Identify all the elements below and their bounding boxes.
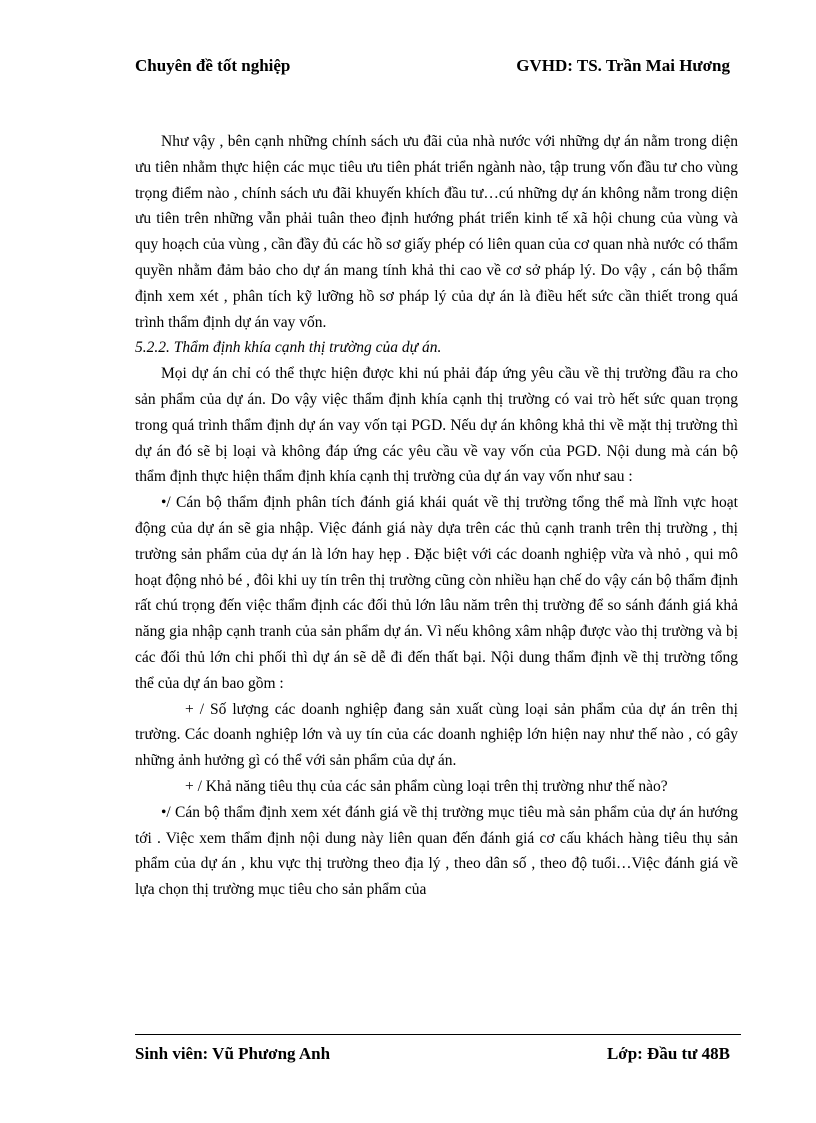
footer-divider bbox=[135, 1034, 741, 1035]
page-footer bbox=[135, 1044, 730, 1064]
bullet-paragraph: •/ Cán bộ thẩm định xem xét đánh giá về thị trường mục tiêu mà sản phẩm của dự án hướng tới . Việc xem thẩm định nội dung này liên quan đến đánh giá cơ cấu khách hàng tiêu thụ sản phẩm của dự án , khu vực thị trường theo địa lý , theo dân số , theo độ tuổi…Việc đánh giá về lựa chọn thị trường mục tiêu cho sản phẩm của bbox=[135, 803, 738, 899]
paragraph: Mọi dự án chỉ có thể thực hiện được khi nú phải đáp ứng yêu cầu về thị trường đầu ra cho sản phẩm của dự án. Do vậy việc thẩm định khía cạnh thị trường có vai trò hết sức quan trọng trong quá trình thẩm định dự án vay vốn tại PGD. Nếu dự án không khả thi về mặt thị trường thì dự án đó sẽ bị loại và không đáp ứng các yêu cầu về vay vốn của PGD. Nội dung mà cán bộ thẩm định thực hiện thẩm định khía cạnh thị trường của dự án vay vốn như sau : bbox=[135, 365, 738, 486]
paragraph: Như vậy , bên cạnh những chính sách ưu đãi của nhà nước với những dự án nằm trong diện ưu tiên nhằm thực hiện các mục tiêu ưu tiên phát triển ngành nào, tập trung vốn đầu tư cho vùng trọng điểm nào , chính sách ưu đãi khuyến khích đầu tư…cú những dự án không nằm trong diện ưu tiên trên những vẫn phải tuân theo định hướng phát triển kinh tế xã hội chung của vùng và quy hoạch của vùng , cần đầy đủ các hồ sơ giấy phép có liên quan của cơ quan nhà nước có thẩm quyền nhằm đảm bảo cho dự án mang tính khả thi cao về cơ sở pháp lý. Do vậy , cán bộ thẩm định xem xét , phân tích kỹ lưỡng hồ sơ pháp lý của dự án là điều hết sức cần thiết trong quá trình thẩm định dự án vay vốn. bbox=[135, 133, 738, 331]
footer-class: Lớp: Đầu tư 48B bbox=[606, 1044, 730, 1063]
header-advisor: GVHD: TS. Trần Mai Hương bbox=[516, 56, 730, 75]
page-header bbox=[135, 56, 730, 76]
section-heading: 5.2.2. Thẩm định khía cạnh thị trường của dự án. bbox=[135, 339, 442, 357]
document-body bbox=[135, 129, 738, 903]
header-title: Chuyên đề tốt nghiệp bbox=[135, 56, 291, 75]
sub-item-paragraph: + / Khả năng tiêu thụ của các sản phẩm cùng loại trên thị trường như thế nào? bbox=[185, 777, 668, 795]
sub-item-paragraph: + / Số lượng các doanh nghiệp đang sản xuất cùng loại sản phẩm của dự án trên thị trường. Các doanh nghiệp lớn và uy tín của các doanh nghiệp lớn hiện nay như thế nào , có gây những ảnh hưởng gì có thể với sản phẩm của dự án. bbox=[135, 700, 738, 770]
footer-student: Sinh viên: Vũ Phương Anh bbox=[135, 1044, 331, 1063]
bullet-paragraph: •/ Cán bộ thẩm định phân tích đánh giá khái quát về thị trường tổng thể mà lĩnh vực hoạt động của dự án sẽ gia nhập. Việc đánh giá này dựa trên các thủ cạnh tranh trên thị trường , thị trường sản phẩm của dự án là lớn hay hẹp . Đặc biệt với các doanh nghiệp vừa và nhỏ , qui mô hoạt động nhỏ bé , đôi khi uy tín trên thị trường cũng còn nhiều hạn chế do vậy cán bộ thẩm định rất chú trọng đến việc thẩm định các đối thủ lớn lâu năm trên thị trường để so sánh đánh giá khả năng gia nhập cạnh tranh của sản phẩm dự án. Vì nếu không xâm nhập được vào thị trường và bị các đối thủ lớn chi phối thì dự án sẽ dễ đi đến thất bại. Nội dung thẩm định về thị trường tổng thể của dự án bao gồm : bbox=[135, 494, 738, 692]
